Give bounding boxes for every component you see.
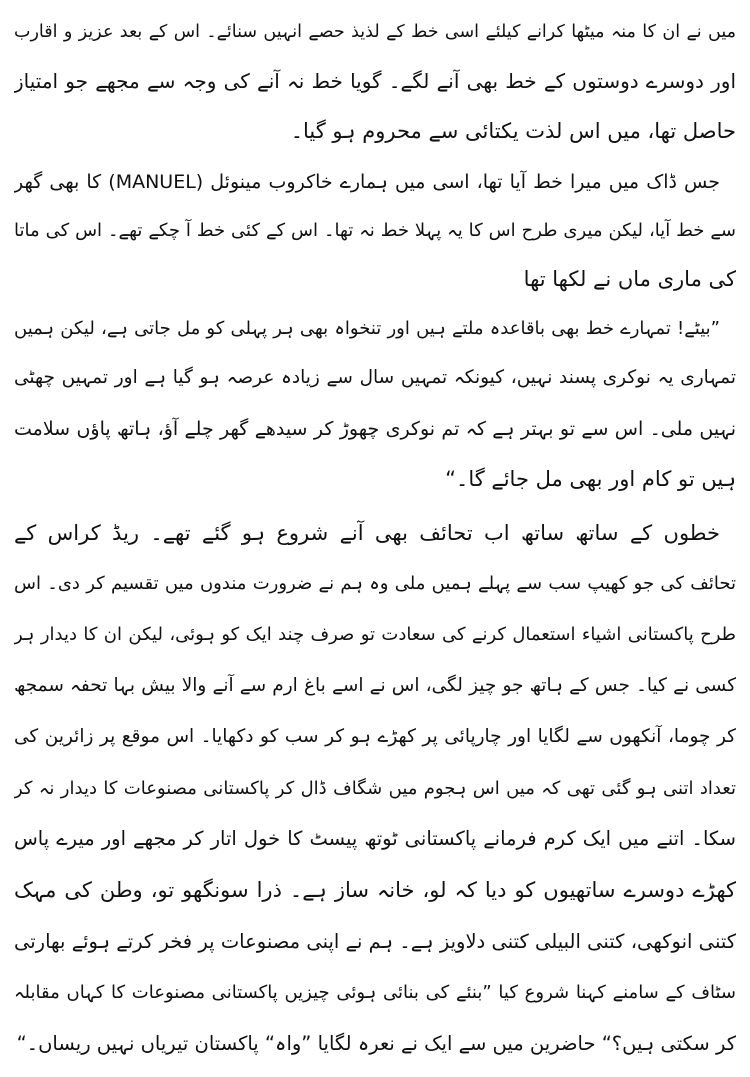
text-line: نہیں ملی۔ اس سے تو بہتر ہے کہ تم نوکری چھوڑ کر سیدھے گھر چلے آؤ، ہاتھ پاؤں سلامت — [14, 418, 736, 440]
text-line: تحائف کی جو کھیپ سب سے پہلے ہمیں ملی وہ ہم نے ضرورت مندوں میں تقسیم کر دی۔ اس — [14, 573, 736, 594]
text-line: سے خط آیا، لیکن میری طرح اس کا یہ پہلا خط نہ تھا۔ اس کے کئی خط آ چکے تھے۔ اس کی ماتا — [14, 220, 736, 241]
text-line: تمہاری یہ نوکری پسند نہیں، کیونکہ تمہیں سال سے زیادہ عرصہ ہو گیا ہے اور تمہیں چھٹی — [14, 367, 736, 388]
text-line: خطوں کے ساتھ ساتھ اب تحائف بھی آنے شروع ہو گئے تھے۔ ریڈ کراس کے — [14, 521, 720, 545]
text-line: حاصل تھا، میں اس لذت یکتائی سے محروم ہو گیا۔ — [290, 119, 736, 143]
text-line: ”بیٹے! تمہارے خط بھی باقاعدہ ملتے ہیں اور تنخواہ بھی ہر پہلی کو مل جاتی ہے، لیکن ہمیں — [14, 318, 720, 339]
urdu-text-page — [14, 10, 736, 1070]
text-line: اور دوسرے دوستوں کے خط بھی آنے لگے۔ گویا خط نہ آنے کی وجہ سے مجھے جو امتیاز — [14, 69, 736, 93]
text-line: کر سکتی ہیں؟“ حاضرین میں سے ایک نے نعرہ لگایا ”واہ“ پاکستان تیریاں نہیں ریساں۔“ — [16, 1032, 736, 1055]
text-line: کر چوما، آنکھوں سے لگایا اور چارپائی پر کھڑے ہو کر سب کو دکھایا۔ اس موقع پر زائرین کی — [14, 726, 736, 747]
text-line: کسی نے کیا۔ جس کے ہاتھ جو چیز لگی، اس نے اسے باغ ارم سے آنے والا بیش بہا تحفہ سمجھ — [14, 675, 736, 696]
text-line: میں نے ان کا منہ میٹھا کرانے کیلئے اسی خط کے لذیذ حصے انہیں سنائے۔ اس کے بعد عزیز و اقارب — [14, 22, 736, 42]
text-line: سٹاف کے سامنے کہنا شروع کیا ”بنئے کی بنائی ہوئی چیزیں پاکستانی مصنوعات کا کہاں مقابلہ — [14, 982, 736, 1003]
text-line: ہیں تو کام اور بھی مل جائے گا۔“ — [445, 467, 736, 491]
text-line: کھڑے دوسرے ساتھیوں کو دیا کہ لو، خانہ ساز ہے۔ ذرا سونگھو تو، وطن کی مہک — [14, 878, 736, 902]
text-line: طرح پاکستانی اشیاء استعمال کرنے کی سعادت تو صرف چند ایک کو ہوئی، لیکن ان کا دیدار ہر — [14, 624, 736, 645]
text-line: تعداد اتنی ہو گئی تھی کہ میں اس ہجوم میں شگاف ڈال کر پاکستانی مصنوعات کا دیدار نہ کر — [14, 778, 736, 799]
text-line: جس ڈاک میں میرا خط آیا تھا، اسی میں ہمارے خاکروب مینوئل (MANUEL) کا بھی گھر — [14, 171, 720, 193]
text-line: کتنی انوکھی، کتنی البیلی کتنی دلاویز ہے۔ ہم نے اپنی مصنوعات پر فخر کرتے ہوئے بھارتی — [14, 930, 736, 953]
text-line: سکا۔ اتنے میں ایک کرم فرمانے پاکستانی ٹوتھ پیسٹ کا خول اتار کر مجھے اور میرے پاس — [14, 827, 736, 850]
text-line: کی ماری ماں نے لکھا تھا — [523, 267, 736, 291]
